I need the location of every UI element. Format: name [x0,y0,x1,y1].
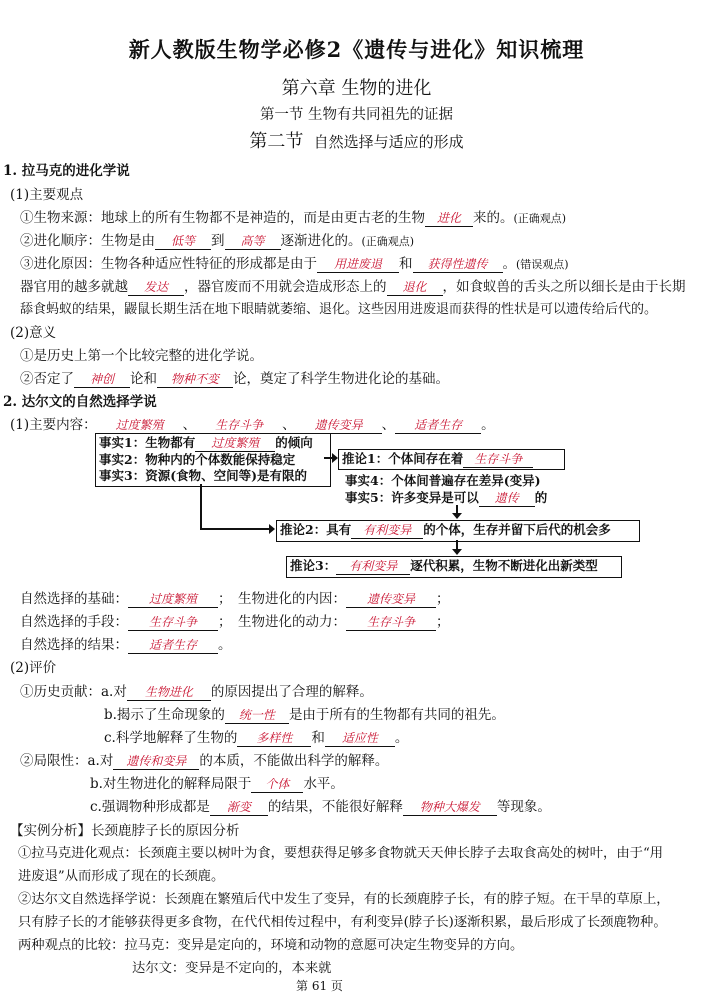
answer-blank: 有利变异 [351,523,423,539]
lamarck-point-5: 舔食蚂蚁的结果，鼹鼠长期生活在地下眼睛就萎缩、退化。这些因用进废退而获得的性状是可以遗传给后代的。 [20,302,658,317]
answer-blank: 适者生存 [395,418,481,434]
text: 等现象。 [496,799,551,815]
example-line-4: 只有脖子长的才能够获得更多食物，在代代相传过程中，有利变异(脖子长)逐渐积累，最后形成了长颈鹿物种。 [18,915,667,930]
darwin-main-content [10,413,495,434]
evolution-inner-cause [238,587,450,608]
text: ； [436,614,450,630]
text: ； [436,591,450,607]
text: 水平。 [303,776,344,792]
answer-blank: 统一性 [225,708,289,724]
document-title: 新人教版生物学必修2《遗传与进化》知识梳理 [128,37,585,62]
answer-blank: 用进废退 [317,257,399,273]
section2-name: 自然选择与适应的形成 [313,133,464,151]
connector-line [200,484,202,529]
answer-blank: 遗传 [479,491,535,507]
text: ①历史贡献：a.对 [20,684,127,700]
fact-5 [345,488,547,507]
example-line-6: 达尔文：变异是不定向的，本来就 [132,961,332,976]
arrow-right-icon [332,453,338,463]
page-number: 第 61 页 [296,979,343,993]
answer-blank: 过度繁殖 [97,418,183,434]
text: 的个体，生存并留下后代的机会多 [423,522,611,537]
example-heading: 【实例分析】长颈鹿脖子长的原因分析 [10,823,240,839]
text: ③进化原因：生物各种适应性特征的形成都是由于 [20,256,317,272]
text: 、 [282,417,296,433]
answer-blank: 个体 [251,777,303,793]
answer-blank: 生存斗争 [463,452,533,468]
answer-blank: 神创 [74,372,130,388]
inference-2-box [276,520,640,542]
example-line-3: ②达尔文自然选择学说：长颈鹿在繁殖后代中发生了变异，有的长颈鹿脖子长，有的脖子短。在干旱的草原上， [18,892,670,907]
text: 器官用的越多就越 [20,279,128,295]
answer-blank: 适应性 [325,731,395,747]
text: 。 [481,417,495,433]
connector-line [200,528,270,530]
text: 。 [218,637,232,653]
darwin-evaluation: (2)评价 [10,660,57,676]
text: 和 [399,256,413,272]
answer-blank: 遗传和变异 [113,754,199,770]
text: 自然选择的手段： [20,614,128,630]
text: 自然选择的结果： [20,637,128,653]
answer-blank: 物种大爆发 [403,800,497,816]
text: 推论2：具有 [280,522,352,537]
answer-blank: 低等 [155,234,211,250]
text: 逐代积累，生物不断进化出新类型 [410,558,598,573]
text: 是由于所有的生物都有共同的祖先。 [288,707,505,723]
text: c.强调物种形成都是 [90,799,210,815]
text: 论和 [130,371,157,387]
text: ②进化顺序：生物是由 [20,233,155,249]
fact-3: 事实3：资源(食物、空间等)是有限的 [99,468,308,483]
lamarck-heading: 1. 拉马克的进化学说 [3,163,130,179]
text: 逐渐进化的。 [280,233,362,249]
contribution-a [20,680,373,701]
answer-blank: 发达 [128,280,184,296]
contribution-c [104,726,408,747]
text: (1)主要内容： [10,417,97,433]
text: 生物进化的动力： [238,614,346,630]
text: 的本质，不能做出科学的解释。 [199,753,389,769]
lamarck-significance: (2)意义 [10,325,57,341]
text: 的原因提出了合理的解释。 [210,684,373,700]
text: 生物进化的内因： [238,591,346,607]
inference-3-box [286,556,622,578]
answer-blank: 退化 [387,280,443,296]
text: ； [218,614,232,630]
answer-blank: 生物进化 [127,685,211,701]
answer-blank: 进化 [425,211,473,227]
answer-blank: 适者生存 [128,638,218,654]
note: (错误观点) [516,258,569,271]
answer-blank: 遗传变异 [296,418,382,434]
text: 的结果，不能很好解释 [267,799,403,815]
arrow-down-icon [452,513,462,519]
inference-1-box [338,449,565,470]
selection-basis [20,587,232,608]
facts-box-1 [95,433,331,487]
text: ，如食蚁兽的舌头之所以细长是由于长期 [442,279,686,295]
text: 来的。 [473,210,514,226]
text: 自然选择的基础： [20,591,128,607]
lamarck-point-4 [20,275,686,296]
answer-blank: 遗传变异 [346,592,436,608]
limitation-a [20,749,388,770]
lamarck-point-1 [20,206,566,227]
selection-result [20,633,232,654]
arrow-down-icon [452,549,462,555]
text: 的 [534,490,548,505]
example-line-2: 进废退”从而形成了现在的长颈鹿。 [18,869,225,884]
text: 事实1：生物都有 [99,435,196,450]
answer-blank: 过度繁殖 [128,592,218,608]
section2-prefix: 第二节 [249,131,304,152]
darwin-heading: 2. 达尔文的自然选择学说 [3,394,157,410]
selection-means [20,610,232,631]
answer-blank: 生存斗争 [346,615,436,631]
answer-blank: 多样性 [237,731,311,747]
note: (正确观点) [361,235,415,248]
evolution-driving-force [238,610,450,631]
answer-blank: 生存斗争 [128,615,218,631]
text: 到 [211,233,225,249]
answer-blank: 渐变 [210,800,268,816]
limitation-c [90,795,551,816]
text: c.科学地解释了生物的 [104,730,238,746]
text: b.对生物进化的解释局限于 [90,776,252,792]
section-title-2 [0,127,713,153]
lamarck-point-2 [20,229,414,250]
answer-blank: 过度繁殖 [195,436,275,452]
text: 。 [502,256,516,272]
text: ②否定了 [20,371,74,387]
lamarck-main-points: (1)主要观点 [10,187,84,203]
fact-4: 事实4：个体间普遍存在差异(变异) [345,473,541,488]
text: 推论3： [290,558,337,573]
lamarck-point-3 [20,252,569,273]
example-line-1: ①拉马克进化观点：长颈鹿主要以树叶为食，要想获得足够多食物就天天伸长脖子去取食高处的树叶，由于“用 [18,846,664,861]
section-title-1: 第一节 生物有共同祖先的证据 [259,107,454,123]
text: 、 [182,417,197,433]
note: (正确观点) [513,212,567,225]
significance-1: ①是历史上第一个比较完整的进化学说。 [20,348,263,364]
example-line-5: 两种观点的比较：拉马克：变异是定向的，环境和动物的意愿可决定生物变异的方向。 [18,938,524,953]
significance-2 [20,367,449,388]
text: 事实5：许多变异是可以 [345,490,479,505]
text: 、 [381,417,396,433]
text: ，器官废而不用就会造成形态上的 [184,279,387,295]
text: ； [218,591,232,607]
answer-blank: 生存斗争 [196,418,282,434]
contribution-b [104,703,505,724]
text: ①生物来源：地球上的所有生物都不是神造的，而是由更古老的生物 [20,210,425,226]
answer-blank: 获得性遗传 [413,257,503,273]
text: 的倾向 [275,435,313,450]
text: 和 [311,730,325,746]
fact-2: 事实2：物种内的个体数能保持稳定 [99,452,296,467]
answer-blank: 有利变异 [336,559,410,575]
answer-blank: 物种不变 [157,372,233,388]
text: 推论1：个体间存在着 [342,451,464,466]
limitation-b [90,772,344,793]
chapter-title: 第六章 生物的进化 [281,78,432,99]
fact-1 [99,435,327,452]
arrow-right-icon [269,524,275,534]
text: b.揭示了生命现象的 [104,707,225,723]
text: 。 [394,730,409,746]
answer-blank: 高等 [225,234,281,250]
text: 论，奠定了科学生物进化论的基础。 [233,371,449,387]
text: ②局限性：a.对 [20,753,114,769]
